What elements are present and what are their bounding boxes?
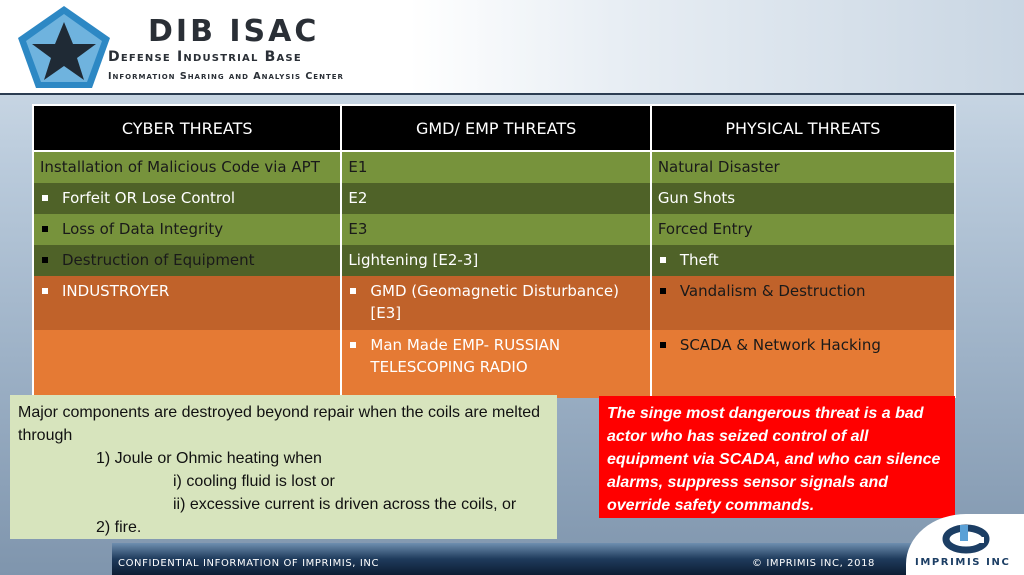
cell-text: Forfeit OR Lose Control [62,189,236,207]
cell-text: Forced Entry [657,220,753,238]
cell-text: E2 [348,189,368,207]
table-cell [33,330,341,398]
cell-text: SCADA & Network Hacking [679,336,881,354]
table-row [33,276,955,330]
table-cell [651,330,955,398]
coil-damage-note [10,395,557,539]
bullet-icon [660,257,666,263]
table-cell [651,276,955,330]
threats-table [32,104,956,398]
table-cell [341,214,650,245]
note-line: 1) Joule or Ohmic heating when [96,450,322,467]
cell-text: Natural Disaster [657,158,780,176]
cell-text: Theft [679,251,719,269]
note-line: ii) excessive current is driven across the coils, or [173,496,517,513]
bullet-icon [660,342,666,348]
column-header-cyber: CYBER THREATS [33,105,341,151]
header-divider [0,93,1024,95]
table-cell [33,276,341,330]
table-cell [33,183,341,214]
table-cell [651,151,955,183]
table-cell [33,151,341,183]
table-cell [341,151,650,183]
note-line: 2) fire. [96,519,142,536]
table-cell [651,245,955,276]
footer-copyright: © IMPRIMIS INC, 2018 [752,558,876,569]
column-header-gmd-emp: GMD/ EMP THREATS [341,105,650,151]
bullet-icon [660,288,666,294]
table-row [33,245,955,276]
table-row [33,330,955,398]
bullet-icon [42,288,48,294]
scada-threat-callout: The singe most dangerous threat is a bad actor who has seized control of all equipment via SCADA, and who can silence alarms, suppress sensor signals and override safety commands. [599,396,955,518]
star-pentagon-icon [16,4,112,90]
table-row [33,183,955,214]
cell-text: Man Made EMP- RUSSIAN TELESCOPING RADIO [370,336,561,376]
table-cell [651,183,955,214]
bullet-icon [42,226,48,232]
table-cell [33,245,341,276]
table-cell [651,214,955,245]
cell-text: E1 [348,158,368,176]
table-cell [341,330,650,398]
table-cell [33,214,341,245]
bullet-icon [42,195,48,201]
cell-text: GMD (Geomagnetic Disturbance) [E3] [370,282,619,322]
org-title: DIB ISAC [148,14,320,49]
note-line: i) cooling fluid is lost or [173,473,335,490]
footer-logo-text: IMPRIMIS INC [915,557,1011,568]
org-subtitle-2: Information Sharing and Analysis Center [108,71,344,82]
bullet-icon [350,342,356,348]
table-cell [341,245,650,276]
cell-text: Installation of Malicious Code via APT [40,158,320,176]
bullet-icon [42,257,48,263]
note-line: Major components are destroyed beyond repair when the coils are melted through [18,404,541,444]
table-cell [341,276,650,330]
cell-text: Loss of Data Integrity [62,220,224,238]
footer-confidential: CONFIDENTIAL INFORMATION OF IMPRIMIS, INC [118,558,380,569]
cell-text: E3 [348,220,368,238]
table-cell [341,183,650,214]
bullet-icon [350,288,356,294]
column-header-physical: PHYSICAL THREATS [651,105,955,151]
cell-text: Gun Shots [657,189,736,207]
cell-text: Vandalism & Destruction [679,282,866,300]
table-row [33,151,955,183]
table-row [33,214,955,245]
imprimis-logo-icon [940,521,992,557]
cell-text: INDUSTROYER [62,282,170,300]
cell-text: Lightening [E2-3] [348,251,479,269]
org-subtitle: Defense Industrial Base [108,49,302,65]
cell-text: Destruction of Equipment [62,251,255,269]
